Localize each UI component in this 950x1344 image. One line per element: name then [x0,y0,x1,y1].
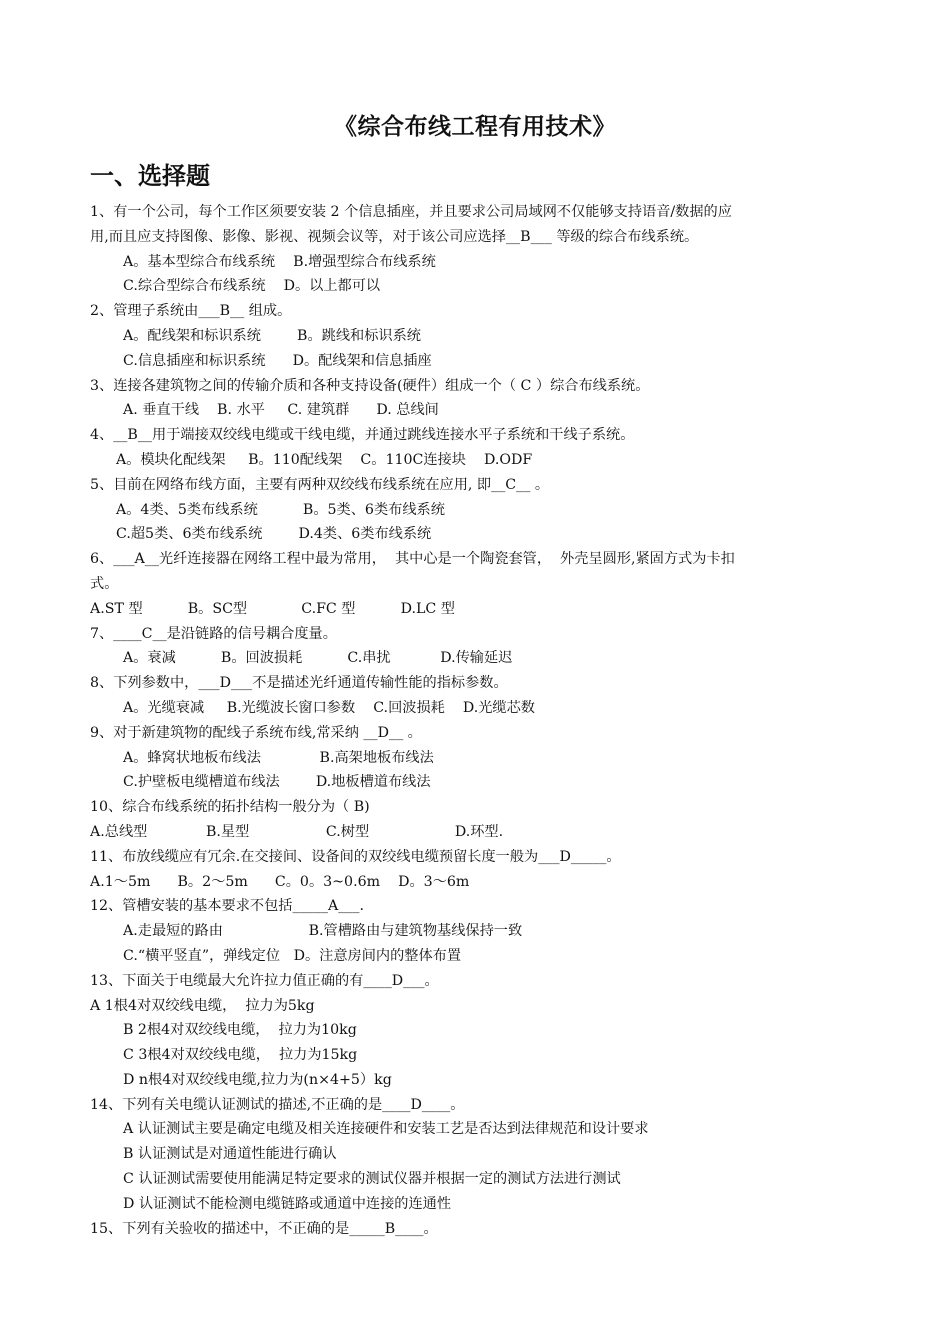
option-line: A。光缆衰减 B.光缆波长窗口参数 C.回波损耗 D.光缆芯数 [123,699,535,716]
question-line: 6、___A__光纤连接器在网络工程中最为常用， 其中心是一个陶瓷套管， 外壳呈圆形,紧固方式为卡扣 [90,551,735,568]
option-line: A 1根4对双绞线电缆， 拉力为5kg [90,997,315,1014]
option-line: D n根4对双绞线电缆,拉力为(n×4+5）kg [123,1071,392,1088]
option-line: B 认证测试是对通道性能进行确认 [123,1146,337,1163]
option-line: A。基本型综合布线系统 B.增强型综合布线系统 [123,253,436,270]
option-line: A.走最短的路由 B.管槽路由与建筑物基线保持一致 [123,923,523,940]
question-line: 4、__B__用于端接双绞线电缆或干线电缆，并通过跳线连接水平子系统和干线子系统。 [90,427,635,444]
option-line: A。衰减 B。回波损耗 C.串扰 D.传输延迟 [123,650,513,667]
question-line: 9、对于新建筑物的配线子系统布线,常采纳 __D__ 。 [90,724,422,741]
question-line: 11、布放线缆应有冗余.在交接间、设备间的双绞线电缆预留长度一般为___D_____。 [90,848,621,865]
question-line: 3、连接各建筑物之间的传输介质和各种支持设备(硬件）组成一个（ C ）综合布线系统。 [90,377,650,394]
question-line: 13、下面关于电缆最大允许拉力值正确的有____D___。 [90,972,439,989]
option-line: C.“横平竖直”，弹线定位 D。注意房间内的整体布置 [123,947,462,964]
question-line: 式。 [90,575,119,592]
section-heading: 一、选择题 [90,162,210,190]
option-line: A. 垂直干线 B. 水平 C. 建筑群 D. 总线间 [123,402,439,419]
option-line: A.1～5m B。2～5m C。0。3~0.6m D。3～6m [90,873,470,890]
option-line: A 认证测试主要是确定电缆及相关连接硬件和安装工艺是否达到法律规范和设计要求 [123,1121,649,1138]
option-line: A。蜂窝状地板布线法 B.高架地板布线法 [123,749,434,766]
question-list [90,200,865,1241]
option-line: C.信息插座和标识系统 D。配线架和信息插座 [123,352,432,369]
question-line: 1、有一个公司，每个工作区须要安装 2 个信息插座，并且要求公司局域网不仅能够支持语音/数据的应 [90,204,732,220]
question-line: 10、综合布线系统的拓扑结构一般分为（ B) [90,799,370,816]
question-line: 15、下列有关验收的描述中，不正确的是_____B____。 [90,1220,438,1237]
option-line: C 3根4对双绞线电缆， 拉力为15kg [123,1047,358,1064]
question-line: 2、管理子系统由___B__ 组成。 [90,303,292,320]
document-title: 《综合布线工程有用技术》 [334,114,616,140]
option-line: C.综合型综合布线系统 D。以上都可以 [123,278,381,295]
option-line: C 认证测试需要使用能满足特定要求的测试仪器并根据一定的测试方法进行测试 [123,1171,621,1188]
option-line: A。配线架和标识系统 B。跳线和标识系统 [123,327,421,344]
question-line: 12、管槽安装的基本要求不包括_____A___. [90,898,364,915]
option-line: A。模块化配线架 B。110配线架 C。110C连接块 D.ODF [116,451,533,468]
option-line: A.ST 型 B。SC型 C.FC 型 D.LC 型 [90,600,455,617]
question-line: 用,而且应支持图像、影像、影视、视频会议等，对于该公司应选择__B___ 等级的综合布线系统。 [90,228,699,245]
question-line: 5、目前在网络布线方面，主要有两种双绞线布线系统在应用, 即__C__ 。 [90,476,550,493]
question-line: 8、下列参数中，___D___不是描述光纤通道传输性能的指标参数。 [90,675,508,692]
question-line: 7、____C__是沿链路的信号耦合度量。 [90,625,337,642]
option-line: C.护壁板电缆槽道布线法 D.地板槽道布线法 [123,774,431,791]
option-line: A。4类、5类布线系统 B。5类、6类布线系统 [116,501,445,518]
question-line: 14、下列有关电缆认证测试的描述,不正确的是____D____。 [90,1096,465,1113]
option-line: A.总线型 B.星型 C.树型 D.环型. [90,823,504,840]
option-line: C.超5类、6类布线系统 D.4类、6类布线系统 [116,526,432,543]
option-line: D 认证测试不能检测电缆链路或通道中连接的连通性 [123,1195,452,1212]
option-line: B 2根4对双绞线电缆， 拉力为10kg [123,1022,357,1039]
